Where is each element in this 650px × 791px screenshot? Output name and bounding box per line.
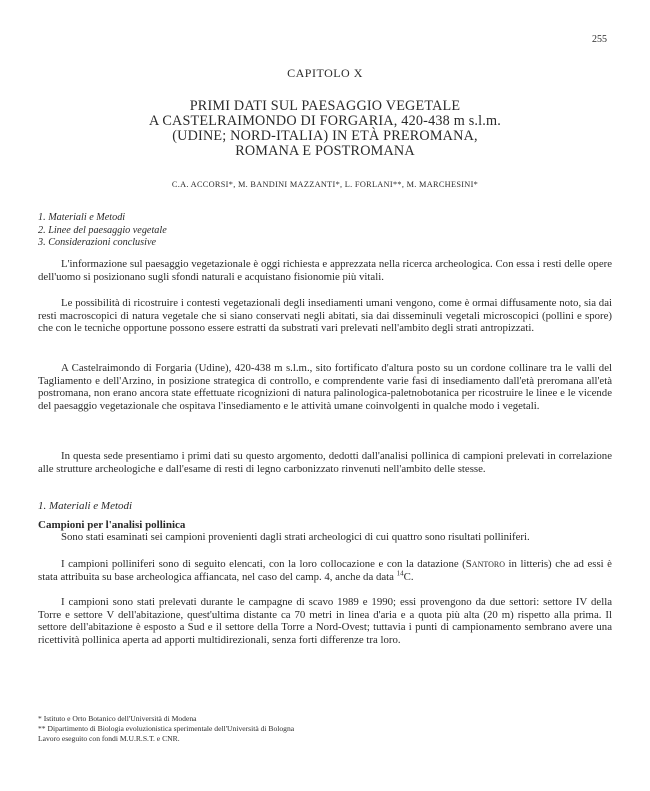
paragraph-text: In questa sede presentiamo i primi dati su questo argomento, dedotti dall'analisi pollinica di campioni prelevati in correlazione alle strutture archeologiche e dall'esame di resti di legno carbonizzato rinvenuti nell'ambito delle stesse. [38, 450, 612, 475]
chapter-label: CAPITOLO X [287, 66, 363, 80]
toc-item: 1. Materiali e Metodi [38, 212, 126, 223]
intro-paragraph-1 [38, 258, 612, 283]
paragraph-text: L'informazione sul paesaggio vegetazionale è oggi richiesta e apprezzata nella ricerca archeologica. Con essa i resti delle opere dell'uomo si posizionano sugli sfondi naturali e acquistano fisionomie più vitali. [38, 258, 612, 283]
chapter-title [20, 99, 630, 159]
cited-author: Santoro [465, 558, 505, 570]
authors-line: C.A. ACCORSI*, M. BANDINI MAZZANTI*, L. FORLANI**, M. MARCHESINI* [171, 180, 479, 189]
title-line: (UDINE; NORD-ITALIA) IN ETÀ PREROMANA, [172, 128, 478, 144]
paragraph-text: Sono stati esaminati sei campioni provenienti dagli strati archeologici di cui quattro sono risultati polliniferi. [61, 531, 530, 543]
text-run: I campioni polliniferi sono di seguito elencati, con la loro collocazione e con la datazione ( [61, 558, 466, 570]
footnote: ** Dipartimento di Biologia evoluzionistica sperimentale dell'Università di Bologna [38, 724, 295, 733]
methods-paragraph-1 [38, 531, 612, 544]
toc-item: 2. Linee del paesaggio vegetale [38, 224, 167, 236]
title-line: ROMANA E POSTROMANA [235, 143, 415, 159]
footnote: * Istituto e Orto Botanico dell'Università di Modena [38, 714, 197, 723]
intro-paragraph-3 [38, 362, 612, 412]
title-line: PRIMI DATI SUL PAESAGGIO VEGETALE [189, 98, 461, 114]
text-run: in litteris) che ad essi è stata attribuita su base archeologica affiancata, nel caso del camp. 4, anche da data [38, 558, 612, 583]
title-line: A CASTELRAIMONDO DI FORGARIA, 420-438 m s.l.m. [148, 113, 502, 129]
footnotes [38, 714, 294, 744]
paragraph-text: Le possibilità di ricostruire i contesti vegetazionali degli insediamenti umani vengono, come è ormai diffusamente noto, sia dai resti macroscopici di natura vegetale che si siano conservati negli abitati, sia dai disseminuli vegetali microscopici (pollini e spore) che con le tecniche opportune possono essere estratti da substrati vari prelevati nell'ambito degli strati antropizzati. [38, 297, 612, 335]
text-run: C. [403, 570, 414, 583]
footnote: Lavoro eseguito con fondi M.U.R.S.T. e CNR. [38, 734, 180, 743]
isotope-superscript: 14 [396, 569, 404, 577]
toc-item: 3. Considerazioni conclusive [38, 237, 156, 248]
intro-paragraph-4 [38, 450, 612, 475]
section-heading: 1. Materiali e Metodi [38, 500, 133, 512]
methods-paragraph-2 [38, 558, 612, 583]
subsection-heading: Campioni per l'analisi pollinica [38, 519, 186, 531]
paragraph-text [38, 558, 612, 583]
paragraph-text: I campioni sono stati prelevati durante le campagne di scavo 1989 e 1990; essi provengono da due settori: settore IV della Torre e settore V dell'abitazione, quest'ultima distante ca 70 metri in linea d'aria e a quota più alta (20 m) rispetto alla prima. Il settore dell'abitazione è esposto a Sud e il settore della Torre a Nord-Ovest; tuttavia i punti di campionamento sembrano avere una ricettività pollinica aperta ad apporti multidirezionali, senza forti differenze tra loro. [38, 596, 612, 646]
paragraph-text: A Castelraimondo di Forgaria (Udine), 420-438 m s.l.m., sito fortificato d'altura posto su un cordone collinare tra le valli del Tagliamento e dell'Arzino, in posizione strategica di controllo, e comprendente varie fasi di insediamento dall'età preromana all'età postromana, non erano ancora state effettuate ricognizioni di natura palinologica-paletnobotanica per ricostruire le linee e le vicende del paesaggio vegetazionale che ospitava l'insediamento e le attività umane coinvolgenti in qualche modo i vegetali. [38, 362, 612, 412]
methods-paragraph-3 [38, 596, 612, 646]
intro-paragraph-2 [38, 297, 612, 335]
table-of-contents [38, 212, 167, 250]
page-number: 255 [592, 34, 607, 45]
